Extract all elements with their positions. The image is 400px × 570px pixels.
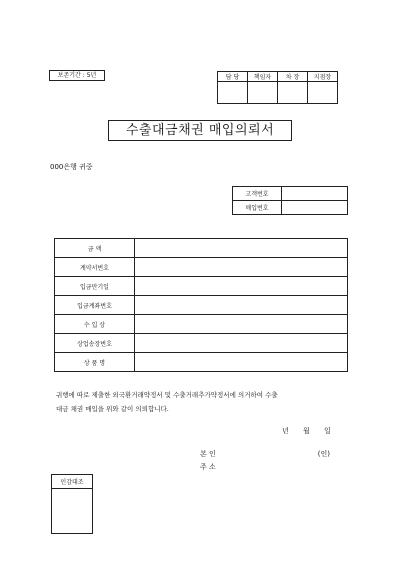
request-statement-line-2: 대금 채권 매입을 위와 같이 의뢰합니다.: [56, 405, 169, 413]
seal-mark: (인): [317, 450, 330, 458]
approval-header-branch-head: 지점장: [308, 72, 338, 82]
approval-stamp-table: [217, 71, 338, 104]
deposit-account-label: 입금계좌번호: [55, 296, 135, 315]
document-title: 수출대금채권 매입의뢰서: [108, 120, 292, 141]
contract-number-field[interactable]: [135, 258, 348, 277]
retention-period-label: 보존기간 : 5년: [49, 70, 105, 81]
amount-label: 금 액: [55, 239, 135, 258]
request-statement-line-1: 귀행에 따로 제출한 외국환거래약정서 및 수출거래추가약정서에 의거하여 수출: [56, 391, 278, 399]
approval-header-staff: 담 당: [218, 72, 248, 82]
purchase-details-table: [54, 238, 348, 372]
approval-header-deputy: 차 장: [278, 72, 308, 82]
customer-number-label: 고객번호: [233, 187, 282, 201]
deposit-due-date-field[interactable]: [135, 277, 348, 296]
request-statement: [56, 388, 346, 416]
customer-info-table: [232, 186, 348, 215]
purchase-number-label: 매입번호: [233, 201, 282, 215]
deposit-account-field[interactable]: [135, 296, 348, 315]
importer-field[interactable]: [135, 315, 348, 334]
approval-sign-staff[interactable]: [218, 82, 248, 104]
invoice-number-label: 상업송장번호: [55, 334, 135, 353]
product-name-field[interactable]: [135, 353, 348, 372]
address-label: 주 소: [200, 463, 216, 471]
customer-number-field[interactable]: [282, 187, 348, 201]
deposit-due-date-label: 입금만기일: [55, 277, 135, 296]
applicant-row: [200, 449, 330, 459]
purchase-number-field[interactable]: [282, 201, 348, 215]
seal-verification-area[interactable]: [52, 489, 93, 534]
approval-sign-branch-head[interactable]: [308, 82, 338, 104]
contract-number-label: 계약서번호: [55, 258, 135, 277]
date-line: 년 월 일: [282, 427, 331, 435]
seal-verification-header: 인감대조: [52, 475, 93, 489]
invoice-number-field[interactable]: [135, 334, 348, 353]
amount-field[interactable]: [135, 239, 348, 258]
applicant-label: 본 인: [200, 450, 216, 458]
importer-label: 수 입 상: [55, 315, 135, 334]
approval-header-manager: 책임자: [248, 72, 278, 82]
seal-verification-box: [51, 474, 93, 534]
product-name-label: 상 품 명: [55, 353, 135, 372]
address-row: [200, 462, 216, 472]
bank-addressee: 000은행 귀중: [50, 163, 93, 171]
approval-sign-deputy[interactable]: [278, 82, 308, 104]
approval-sign-manager[interactable]: [248, 82, 278, 104]
